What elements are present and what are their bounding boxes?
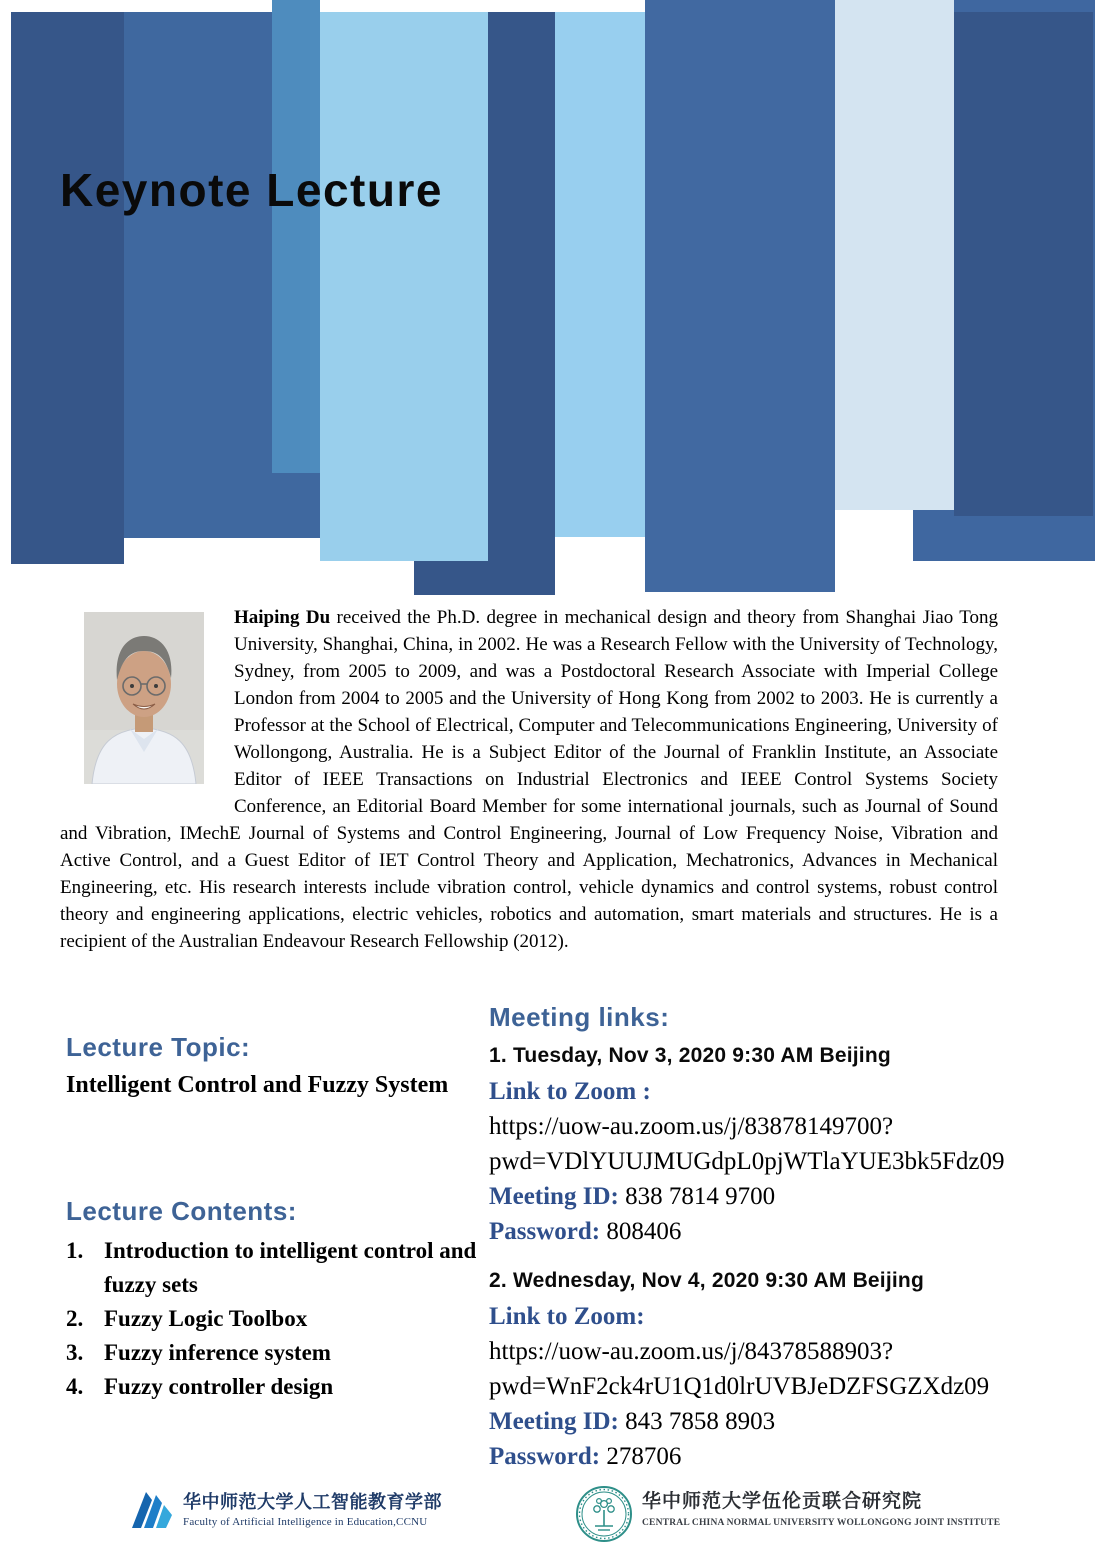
contents-item-number: 1. — [66, 1238, 84, 1263]
faie-chinese-name: 华中师范大学人工智能教育学部 — [183, 1492, 442, 1512]
session-1-title: 1. Tuesday, Nov 3, 2020 9:30 AM Beijing — [489, 1044, 891, 1067]
lecture-topic-heading: Lecture Topic: — [66, 1032, 251, 1062]
contents-item-number: 3. — [66, 1340, 84, 1365]
meeting-links-heading: Meeting links: — [489, 1002, 670, 1032]
meeting-links-column — [489, 1002, 1029, 1474]
header-stripe — [555, 12, 645, 537]
contents-item-text: Fuzzy inference system — [104, 1340, 331, 1365]
meeting-session-2 — [489, 1267, 1029, 1474]
meeting-id-label: Meeting ID: — [489, 1183, 619, 1210]
meeting-session-1 — [489, 1042, 1029, 1249]
page-title: Keynote Lecture — [60, 164, 443, 216]
contents-item-number: 4. — [66, 1374, 84, 1399]
password-label: Password: — [489, 1443, 601, 1470]
joint-institute-english-name: CENTRAL CHINA NORMAL UNIVERSITY WOLLONGONG JOINT INSTITUTE — [642, 1518, 1001, 1528]
portrait-photo — [84, 612, 204, 784]
contents-item-3 — [66, 1336, 506, 1370]
lecture-topic-text: Intelligent Control and Fuzzy System — [66, 1072, 449, 1098]
header-stripe — [11, 12, 124, 564]
header-stripe — [320, 12, 488, 561]
bio-lead-name: Haiping Du — [234, 607, 331, 628]
contents-item-text: Fuzzy Logic Toolbox — [104, 1306, 308, 1331]
password-value: 278706 — [606, 1443, 682, 1470]
footer-logo-joint-institute — [575, 1483, 1000, 1545]
contents-item-number: 2. — [66, 1306, 84, 1331]
joint-institute-text — [642, 1483, 1000, 1528]
password-row — [489, 1214, 1029, 1249]
lecture-contents-heading: Lecture Contents: — [66, 1196, 297, 1226]
link-to-zoom-label: Link to Zoom : — [489, 1078, 651, 1105]
zoom-url-line-2[interactable]: pwd=VDlYUUJMUGdpL0pjWTlaYUE3bk5Fdz09 — [489, 1148, 1005, 1175]
link-to-zoom-label: Link to Zoom: — [489, 1303, 645, 1330]
session-2-title: 2. Wednesday, Nov 4, 2020 9:30 AM Beijing — [489, 1269, 924, 1292]
meeting-id-value: 838 7814 9700 — [625, 1183, 776, 1210]
meeting-id-label: Meeting ID: — [489, 1408, 619, 1435]
zoom-url-line-1[interactable]: https://uow-au.zoom.us/j/83878149700? — [489, 1113, 894, 1140]
lecture-info-column — [66, 1032, 506, 1404]
portrait-illustration — [84, 612, 204, 784]
contents-item-text: Introduction to intelligent control and fuzzy sets — [104, 1238, 477, 1297]
faie-english-name: Faculty of Artificial Intelligence in Education,CCNU — [183, 1516, 428, 1528]
bio-paragraph — [60, 604, 998, 955]
contents-item-text: Fuzzy controller design — [104, 1374, 334, 1399]
header-banner — [0, 0, 1104, 600]
joint-institute-seal-icon — [575, 1483, 633, 1545]
contents-list — [66, 1234, 506, 1404]
zoom-url-line-2[interactable]: pwd=WnF2ck4rU1Q1d0lrUVBJeDZFSGZXdz09 — [489, 1373, 990, 1400]
faie-logo-icon — [130, 1490, 174, 1530]
joint-institute-chinese-name: 华中师范大学伍伦贡联合研究院 — [642, 1491, 923, 1512]
header-stripe — [954, 12, 1093, 516]
header-stripe — [835, 0, 954, 510]
password-label: Password: — [489, 1218, 601, 1245]
footer-logo-faie-ccnu — [130, 1490, 442, 1530]
header-stripe — [645, 0, 835, 592]
meeting-id-value: 843 7858 8903 — [625, 1408, 776, 1435]
contents-item-1 — [66, 1234, 506, 1302]
meeting-id-row — [489, 1179, 1029, 1214]
password-value: 808406 — [606, 1218, 682, 1245]
header-stripe — [272, 0, 320, 473]
password-row — [489, 1439, 1029, 1474]
bio-text: received the Ph.D. degree in mechanical design and theory from Shanghai Jiao Tong University, Shanghai, China, in 2002. He was a Research Fellow with the University of Technology, Sydney, from 2005 to 2009, and was a Postdoctoral Research Associate with Imperial College London from 2004 to 2005 and the University of Hong Kong from 2002 to 2003. He is currently a Professor at the School of Electrical, Computer and Telecommunications Engineering, University of Wollongong, Australia. He is a Subject Editor of the Journal of Franklin Institute, an Associate Editor of IEEE Transactions on Industrial Electronics and IEEE Control Systems Society Conference, an Editorial Board Member for some international journals, such as Journal of Sound and Vibration, IMechE Journal of Systems and Control Engineering, Journal of Low Frequency Noise, Vibration and Active Control, and a Guest Editor of IET Control Theory and Application, Mechatronics, Advances in Mechanical Engineering, etc. His research interests include vibration control, vehicle dynamics and control systems, robust control theory and engineering applications, electric vehicles, robotics and automation, smart materials and structures. He is a recipient of the Australian Endeavour Research Fellowship (2012). — [60, 607, 998, 952]
meeting-id-row — [489, 1404, 1029, 1439]
zoom-url-line-1[interactable]: https://uow-au.zoom.us/j/84378588903? — [489, 1338, 894, 1365]
contents-item-2 — [66, 1302, 506, 1336]
contents-item-4 — [66, 1370, 506, 1404]
faie-logo-text — [183, 1490, 442, 1528]
